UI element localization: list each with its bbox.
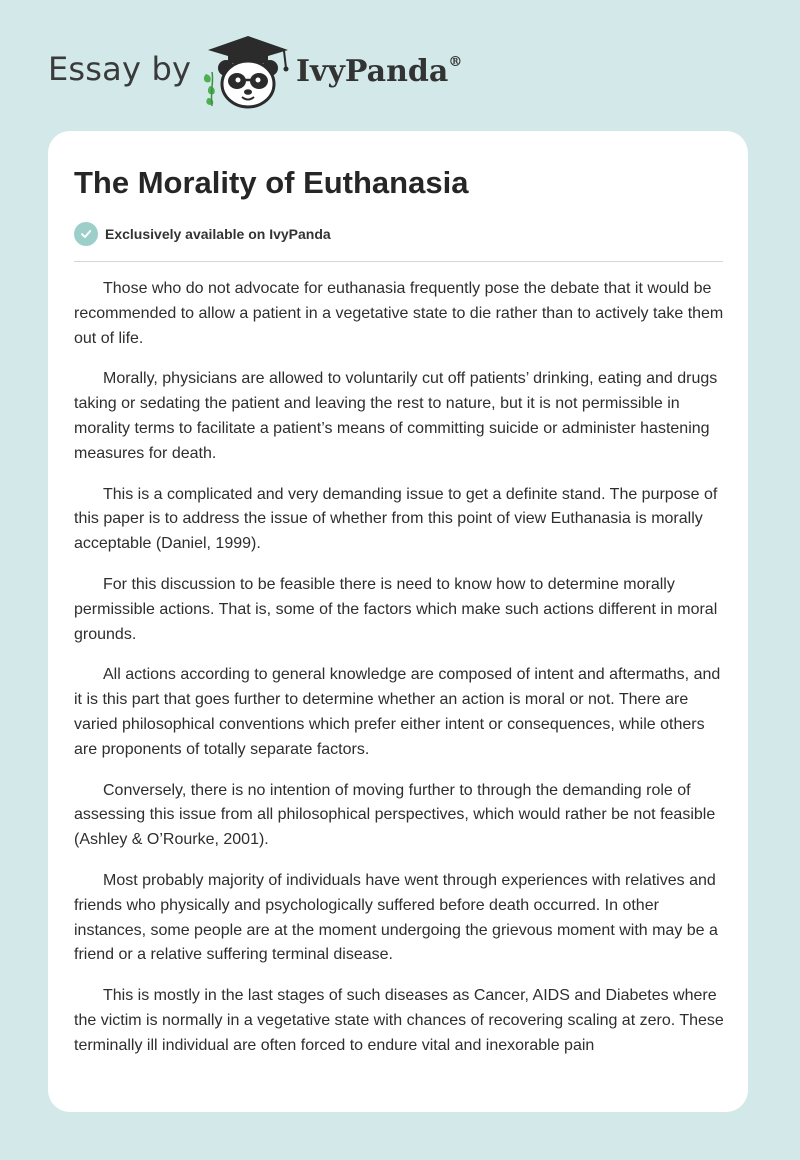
badge-text: Exclusively available on IvyPanda (105, 226, 331, 242)
panda-graduate-logo-icon[interactable] (200, 34, 296, 110)
paragraph: Morally, physicians are allowed to voluntarily cut off patients’ drinking, eating and drugs taking or sedating the patient and leaving the rest to nature, but it is not permissible in morality terms to facilitate a patient’s means of committing suicide or administer hastening measures for death. (74, 370, 718, 462)
paragraph: Conversely, there is no intention of moving further to through the demanding role of assessing this issue from all philosophical perspectives, which would rather be not feasible (Ashley & O’Rourke, 2001). (74, 781, 716, 849)
brand-name[interactable] (296, 54, 462, 89)
brand-text: IvyPanda (296, 54, 449, 89)
registered-mark: ® (448, 54, 463, 70)
exclusive-badge (74, 222, 331, 246)
essay-card (48, 131, 748, 1112)
paragraph: This is a complicated and very demanding issue to get a definite stand. The purpose of this paper is to address the issue of whether from this point of view Euthanasia is morally acceptable (Daniel, 1999). (74, 485, 718, 553)
essay-body (74, 277, 724, 1075)
check-circle-icon (74, 222, 98, 246)
paragraph: Most probably majority of individuals have went through experiences with relatives and friends who physically and psychologically suffered before death occurred. In other instances, some people are at the moment undergoing the grievous moment with may be a friend or a relative suffering terminal disease. (74, 871, 718, 964)
site-header (48, 34, 568, 114)
paragraph: For this discussion to be feasible there is need to know how to determine morally permissible actions. That is, some of the factors which make such actions different in moral grounds. (74, 575, 718, 643)
paragraph: Those who do not advocate for euthanasia frequently pose the debate that it would be recommended to allow a patient in a vegetative state to die rather than to actively take them out of life. (74, 280, 724, 347)
paragraph: This is mostly in the last stages of such diseases as Cancer, AIDS and Diabetes where the victim is normally in a vegetative state with chances of recovering scaling at zero. These terminally ill individual are often forced to endure vital and inexorable pain (74, 987, 724, 1054)
essay-by-label: Essay by (48, 50, 192, 88)
divider (74, 261, 723, 262)
page-title: The Morality of Euthanasia (74, 165, 469, 200)
paragraph: All actions according to general knowledge are composed of intent and aftermaths, and it is this part that goes further to determine whether an action is moral or not. There are varied philosophical conventions which prefer either intent or consequences, while others are proponents of totally separate factors. (74, 666, 721, 758)
